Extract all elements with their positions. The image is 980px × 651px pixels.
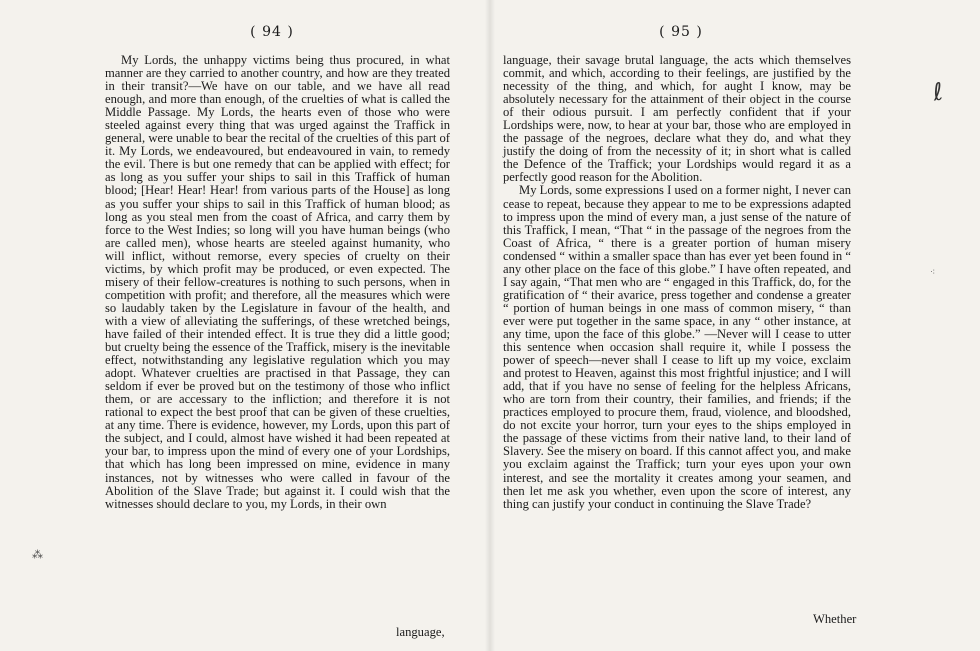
catchword: language,	[396, 625, 445, 639]
margin-mark: ℓ	[931, 77, 945, 107]
right-page	[495, 0, 980, 651]
body-text	[105, 54, 450, 511]
catchword: Whether	[813, 612, 857, 626]
margin-mark: ⁂	[32, 548, 43, 561]
body-text	[503, 54, 851, 511]
paragraph: language, their savage brutal language, the acts which themselves commit, and which, according to their feelings, are justified by the necessity of the thing, and which, for aught I know, may be absolutely necessary for the attainment of their object in the course of their odious pursuit. I am perfectly confident that if your Lordships were, now, to hear at your bar, those who are employed in the passage of the negroes, declare what they do, and what they justify the doing of from the necessity of it; in short what is called the Defence of the Traffick; your Lordships would regard it as a perfectly good reason for the Abolition.	[503, 53, 851, 185]
paragraph: My Lords, some expressions I used on a former night, I never can cease to repeat, because they appear to me to be expressions adapted to impress upon the mind of every man, a just sense of the nature of this Traffick, I mean, “That “ in the passage of the negroes from the Coast of Africa, “ there is a greater portion of human misery condensed “ within a smaller space than has ever yet been found in “ any other place on the face of this globe.” I have often repeated, and I say again, “That men who are “ engaged in this Traffick, do, for the gratification of “ their avarice, press together and condense a greater “ portion of human beings in one mass of common misery, “ than ever were put together in the same space, in any “ other instance, at any time, upon the face of this globe.” —Never will I cease to utter this sentence when occasion shall require it, while I possess the power of speech—never shall I cease to lift up my voice, exclaim and protest to Heaven, against this most frightful injustice; and I will add, that if you have no sense of feeling for the helpless Africans, who are torn from their country, their families, and friends; if the practices employed to procure them, fraud, violence, and bloodshed, do not excite your horror, turn your eyes to the ships employed in the passage of these victims from their native land, to their land of Slavery. See the misery on board. If this cannot affect you, and make you exclaim against the Traffick; turn your eyes upon your own interest, and see the mortality it creates among your seamen, and then let me ask you whether, even upon the score of interest, any thing can justify your conduct in continuing the Slave Trade?	[503, 183, 851, 511]
page-number: ( 94 )	[250, 24, 294, 40]
page-number: ( 95 )	[659, 24, 703, 40]
paragraph: My Lords, the unhappy victims being thus procured, in what manner are they carried to another country, and how are they treated in their transit?—We have on our table, and we have all read enough, and more than enough, of the cruelties of what is called the Middle Passage. My Lords, the hearts even of those who were steeled against every thing that was urged against the Traffick in general, were unable to bear the recital of the cruelties of this part of it. My Lords, we endeavoured, but endeavoured in vain, to remedy the evil. There is but one remedy that can be applied with effect; for as long as you suffer your ships to sail in this Traffick of human blood; [Hear! Hear! Hear! from various parts of the House] as long as you suffer your ships to sail in this Traffick of human blood; as long as you steal men from the coast of Africa, and carry them by force to the West Indies; so long will you have human beings (who are called men), whose hearts are steeled against humanity, who will inflict, without remorse, every species of cruelty on their victims, by which profit may be produced, or even expected. The misery of their fellow-creatures is nothing to such persons, when in competition with profit; and therefore, all the measures which were so laudably taken by the Legislature in favour of the health, and with a view of alleviating the sufferings, of these wretched beings, have failed of their intended effect. It is true they did a little good; but cruelty being the essence of the Traffick, misery is the inevitable effect, notwithstanding any legislative regulation which you may adopt. Whatever cruelties are practised in that Passage, they can seldom if ever be proved but on the testimony of those who inflict them, or are accessary to the infliction; and therefore it is not rational to expect the best proof that can be given of these cruelties, at any time. There is evidence, however, my Lords, upon this part of the subject, and I could, almost have wished it had been repeated at your bar, to impress upon the mind of every one of your Lordships, that which has long been impressed on mine, evidence in many instances, not by witnesses who were called in favour of the Abolition of the Slave Trade; but against it. I could wish that the witnesses should declare to you, my Lords, in their own	[105, 53, 450, 511]
book-gutter	[485, 0, 495, 651]
left-page	[0, 0, 485, 651]
margin-mark: ⁖	[930, 268, 936, 278]
